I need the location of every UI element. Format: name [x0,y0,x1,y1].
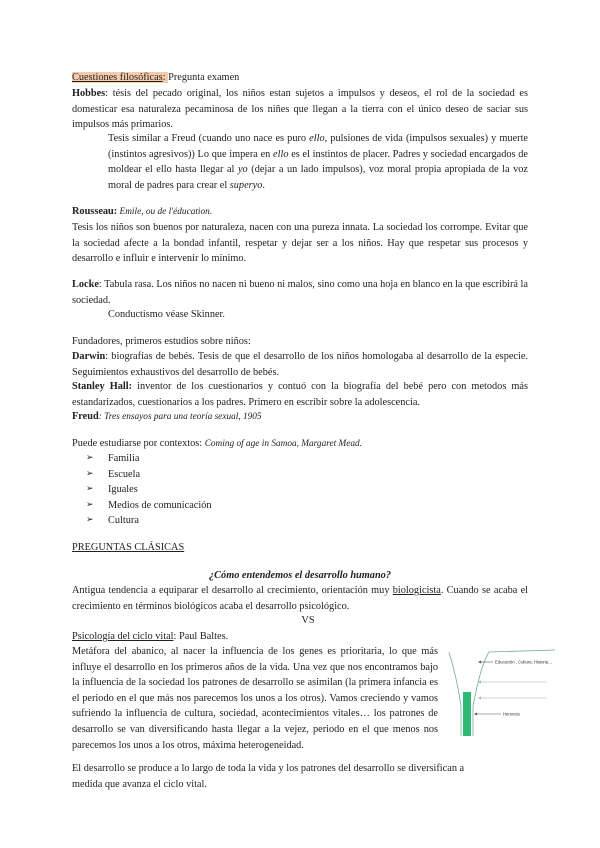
contexts-intro: Puede estudiarse por contextos: Coming of age in Samoa, Margaret Mead. [72,438,363,449]
list-item: ➢ Iguales [86,482,386,498]
darwin-name: Darwin [72,351,106,362]
rousseau-paragraph: Tesis los niños son buenos por naturaleza, nacen con una pureza innata. La sociedad los corrompe. Evitar que la sociedad afecte a la bondad infantil, respetar y dejar ser a los niños. Hay que respetar sus procesos y desarrollo e influir e intervenir lo mínimo. [72,222,528,265]
life-cycle-title: Psicología del ciclo vital: Paul Baltes. [72,631,229,642]
freud-line: Freud: Tres ensayos para una teoría sexual, 1905 [72,411,262,422]
list-item: ➢ Medios de comunicación [86,498,386,514]
hall-paragraph: Stanley Hall: inventor de los cuestionarios y contuó con la biografía del bebé pero con metodos más estandarizados, cuestionarios a los padres. Primero en escribir sobre la adolescencia. [72,381,528,408]
fan-diagram [447,648,557,736]
arrow-bullet-icon: ➢ [86,453,94,463]
locke-paragraph: Locke: Tabula rasa. Los niños no nacen ni bueno ni malos, sino como una hoja en blanco en la que escribirá la sociedad. [72,279,528,306]
label-education: Educación , Cultura, Historia… [495,659,553,665]
rousseau-heading [72,204,528,221]
rousseau-name: Rousseau: [72,206,118,217]
arrow-bullet-icon: ➢ [86,484,94,495]
biologicist-paragraph: Antigua tendencia a equiparar el desarrollo al crecimiento, orientación muy biologicista. Cuando se acaba el crecimiento en términos biológicos acaba el desarrollo psicológico. [72,585,529,612]
heredity-trunk [463,692,471,736]
classic-question: ¿Cómo entendemos el desarrollo humano? [209,570,391,581]
list-item: ➢ Escuela [86,467,386,483]
freud-comparison: Tesis similar a Freud (cuando uno nace es puro ello, pulsiones de vida (impulsos sexuales) y muerte (instintos agresivos)) Lo que impera en ello es el instintos de placer. Padres y sociedad encargados de moldear el ello hasta llegar al yo (dejar a un lado impulsos), voz moral propia apropiada de la voz moral de padres para crear el superyo. [108,133,528,191]
fan-left-edge [449,652,461,736]
arrow-head-3-icon [478,697,481,700]
list-item: ➢ Familia [86,451,386,467]
header-subtitle: Pregunta examen [168,72,240,83]
hobbes-paragraph [72,86,528,133]
arrow-bullet-icon: ➢ [86,468,94,479]
contexts-work: Coming of age in Samoa, Margaret Mead. [204,439,363,449]
freud-name: Freud [72,411,99,422]
founders-intro: Fundadores, primeros estudios sobre niños: [72,336,251,347]
header-line [72,70,528,86]
vs-label: VS [301,615,315,626]
arrow-head-bottom-icon [474,713,477,716]
arrow-head-top-icon [478,661,481,664]
darwin-paragraph: Darwin: biografías de bebés. Tesis de que el desarrollo de los niños homologaba al desarrollo de la especie. Seguimientos exhaustivos del desarrollo de bebés. [72,351,528,378]
biologicista-term: biologicista [392,585,441,596]
hobbes-name: Hobbes [72,88,106,99]
contexts-list [86,451,386,529]
section-heading-classic: PREGUNTAS CLÁSICAS [72,542,185,553]
locke-note: Conductismo véase Skinner. [108,309,225,320]
rousseau-work: Emile, ou de l'éducation. [117,207,213,217]
arrow-bullet-icon: ➢ [86,499,94,510]
hall-name: Stanley Hall: [72,381,133,392]
locke-name: Locke [72,279,99,290]
life-cycle-conclusion: El desarrollo se produce a lo largo de toda la vida y los patrones del desarrollo se diversifican a medida que avanza el ciclo vital. [72,763,465,790]
life-cycle-paragraph: Metáfora del abanico, al nacer la influencia de los genes es prioritaria, lo que más influye el desarrollo en los primeros años de la vida. Una vez que nos encontramos bajo la influencia de la sociedad los patrones de desarrollo se asimilan (la primera infancia es el periodo en el que más nos parecemos los unos a los otros). Vamos creciendo y vamos sufriendo la influencia de cultura, sociedad, acontecimientos vitales… los patrones de desarrollo se van diversificando hasta llegar a la vejez, periodo en el que menos nos parecemos los unos a los otros, máxima heterogeneidad. [72,646,438,751]
arrow-bullet-icon: ➢ [86,515,94,526]
hobbes-text: : tésis del pecado original, los niños estan sujetos a impulsos y deseos, el rol de la sociedad es domesticar esa naturaleza pecaminosa de los niñes que llegan a la tierra con el único deseo de saciar sus impulsos más primarios. [72,88,528,131]
list-item: ➢ Cultura [86,513,386,529]
label-heredity: Herencia [503,711,520,717]
header-topic: Cuestiones filosóficas: [72,72,169,83]
